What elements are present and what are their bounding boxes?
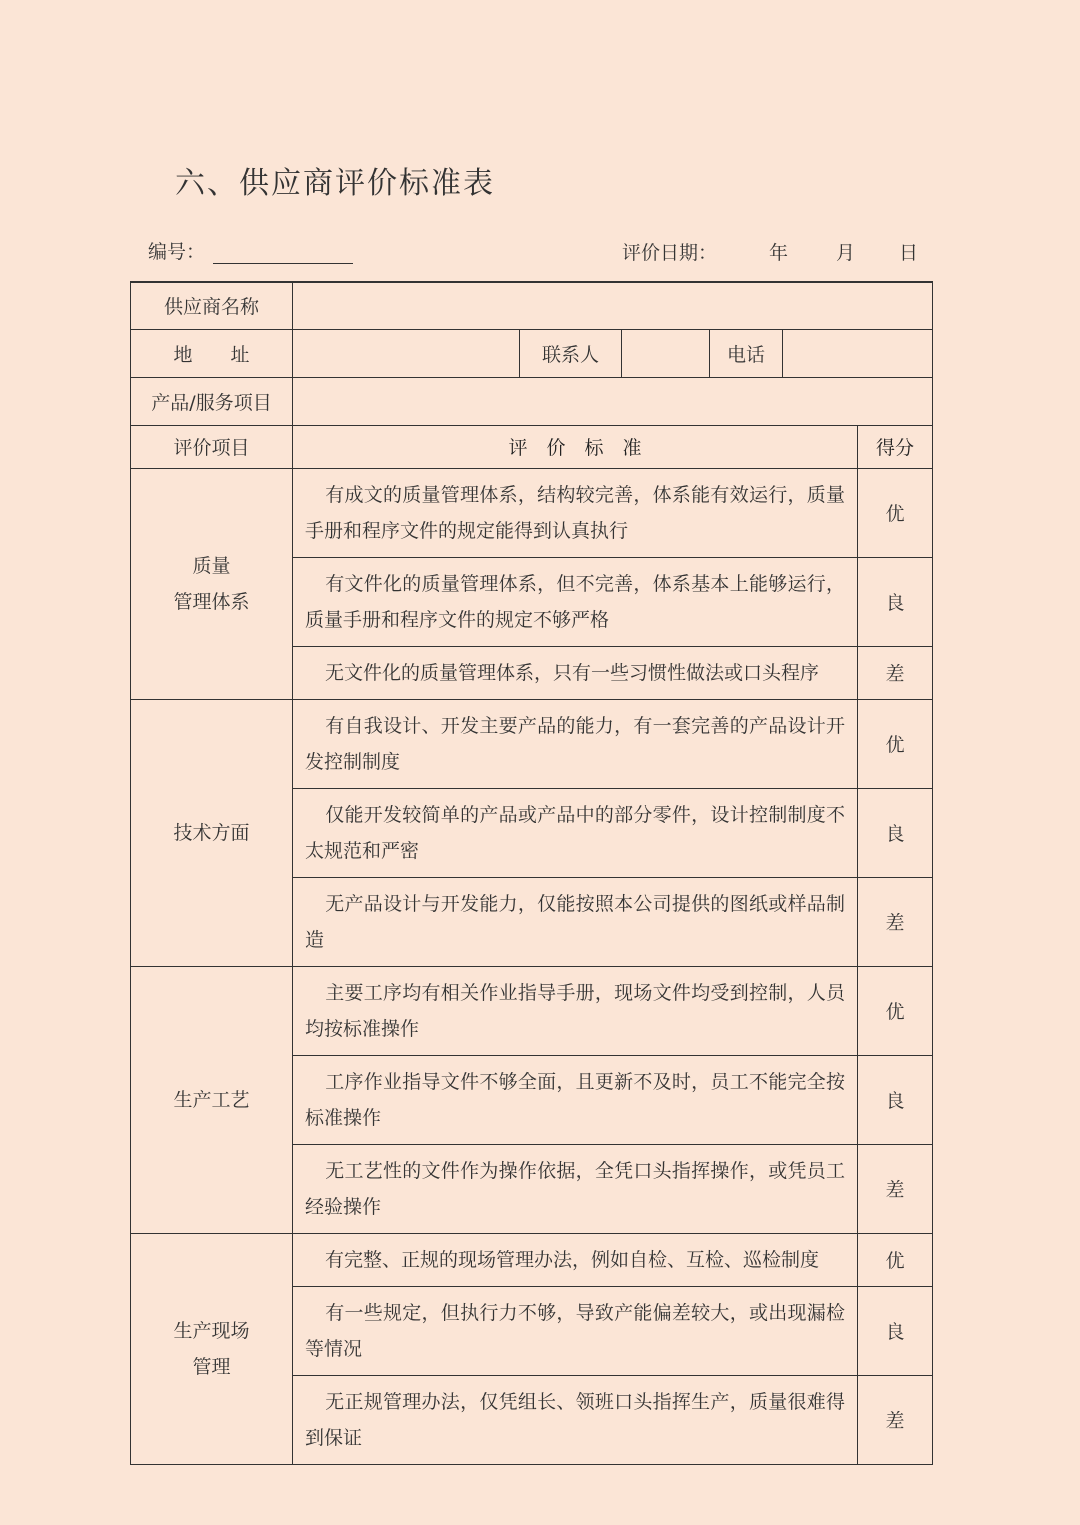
contact-field[interactable] bbox=[622, 329, 710, 377]
column-header-item: 评价项目 bbox=[131, 425, 293, 468]
score-grade: 优 bbox=[858, 468, 933, 557]
criterion-row bbox=[131, 966, 933, 1055]
supplier-name-field[interactable] bbox=[293, 282, 933, 329]
criterion-text bbox=[293, 1144, 858, 1233]
score-grade: 差 bbox=[858, 1375, 933, 1464]
score-grade: 良 bbox=[858, 1286, 933, 1375]
criterion-text-content: 无产品设计与开发能力，仅能按照本公司提供的图纸或样品制造 bbox=[305, 892, 845, 951]
criterion-text-content: 无正规管理办法，仅凭组长、领班口头指挥生产，质量很难得到保证 bbox=[305, 1390, 845, 1449]
criterion-text-content: 无文件化的质量管理体系，只有一些习惯性做法或口头程序 bbox=[325, 661, 820, 684]
criterion-row bbox=[131, 699, 933, 788]
criterion-text-content: 无工艺性的文件作为操作依据，全凭口头指挥操作，或凭员工经验操作 bbox=[305, 1159, 845, 1218]
criterion-text bbox=[293, 1055, 858, 1144]
criterion-text bbox=[293, 1233, 858, 1286]
criterion-text-content: 仅能开发较简单的产品或产品中的部分零件，设计控制制度不太规范和严密 bbox=[305, 803, 845, 862]
score-grade: 优 bbox=[858, 966, 933, 1055]
criterion-row bbox=[131, 468, 933, 557]
evaluation-groups bbox=[131, 468, 933, 1464]
criterion-text-content: 有成文的质量管理体系，结构较完善，体系能有效运行，质量手册和程序文件的规定能得到认真执行 bbox=[305, 483, 845, 542]
score-grade: 差 bbox=[858, 877, 933, 966]
date-label: 评价日期： bbox=[622, 242, 718, 264]
criterion-text bbox=[293, 699, 858, 788]
number-blank[interactable] bbox=[213, 241, 353, 264]
criterion-text-content: 有完整、正规的现场管理办法，例如自检、互检、巡检制度 bbox=[325, 1248, 820, 1271]
date-day-label: 日 bbox=[899, 242, 919, 264]
score-grade: 良 bbox=[858, 788, 933, 877]
product-service-label: 产品/服务项目 bbox=[131, 377, 293, 425]
criterion-text bbox=[293, 646, 858, 699]
score-grade: 优 bbox=[858, 699, 933, 788]
criterion-text bbox=[293, 1286, 858, 1375]
criterion-row bbox=[131, 1233, 933, 1286]
product-service-field[interactable] bbox=[293, 377, 933, 425]
criterion-text bbox=[293, 557, 858, 646]
criterion-text-content: 有自我设计、开发主要产品的能力，有一套完善的产品设计开发控制制度 bbox=[305, 714, 845, 773]
contact-label: 联系人 bbox=[520, 329, 622, 377]
evaluation-table bbox=[130, 281, 933, 1465]
score-grade: 良 bbox=[858, 1055, 933, 1144]
date-year-label: 年 bbox=[769, 242, 789, 264]
criterion-text-content: 有文件化的质量管理体系，但不完善，体系基本上能够运行，质量手册和程序文件的规定不够严格 bbox=[305, 572, 845, 631]
address-label: 地 址 bbox=[131, 329, 293, 377]
phone-field[interactable] bbox=[783, 329, 933, 377]
criterion-text bbox=[293, 1375, 858, 1464]
score-grade: 良 bbox=[858, 557, 933, 646]
supplier-name-label: 供应商名称 bbox=[131, 282, 293, 329]
criterion-text bbox=[293, 877, 858, 966]
column-header-score: 得分 bbox=[858, 425, 933, 468]
evaluation-date bbox=[622, 238, 918, 264]
number-label: 编号： bbox=[148, 241, 206, 263]
score-grade: 差 bbox=[858, 646, 933, 699]
criterion-text bbox=[293, 788, 858, 877]
document-title: 六、供应商评价标准表 bbox=[175, 166, 495, 201]
score-grade: 优 bbox=[858, 1233, 933, 1286]
evaluation-item-name: 生产现场 管理 bbox=[131, 1233, 293, 1464]
address-field[interactable] bbox=[293, 329, 520, 377]
evaluation-item-name: 质量 管理体系 bbox=[131, 468, 293, 699]
criterion-text-content: 主要工序均有相关作业指导手册，现场文件均受到控制，人员均按标准操作 bbox=[305, 981, 845, 1040]
criterion-text bbox=[293, 468, 858, 557]
evaluation-item-name: 技术方面 bbox=[131, 699, 293, 966]
number-field bbox=[148, 238, 353, 264]
criterion-text bbox=[293, 966, 858, 1055]
column-header-standard: 评 价 标 准 bbox=[293, 425, 858, 468]
criterion-text-content: 有一些规定，但执行力不够，导致产能偏差较大，或出现漏检等情况 bbox=[305, 1301, 845, 1360]
criterion-text-content: 工序作业指导文件不够全面，且更新不及时，员工不能完全按标准操作 bbox=[305, 1070, 845, 1129]
phone-label: 电话 bbox=[710, 329, 783, 377]
date-month-label: 月 bbox=[836, 242, 856, 264]
score-grade: 差 bbox=[858, 1144, 933, 1233]
evaluation-item-name: 生产工艺 bbox=[131, 966, 293, 1233]
